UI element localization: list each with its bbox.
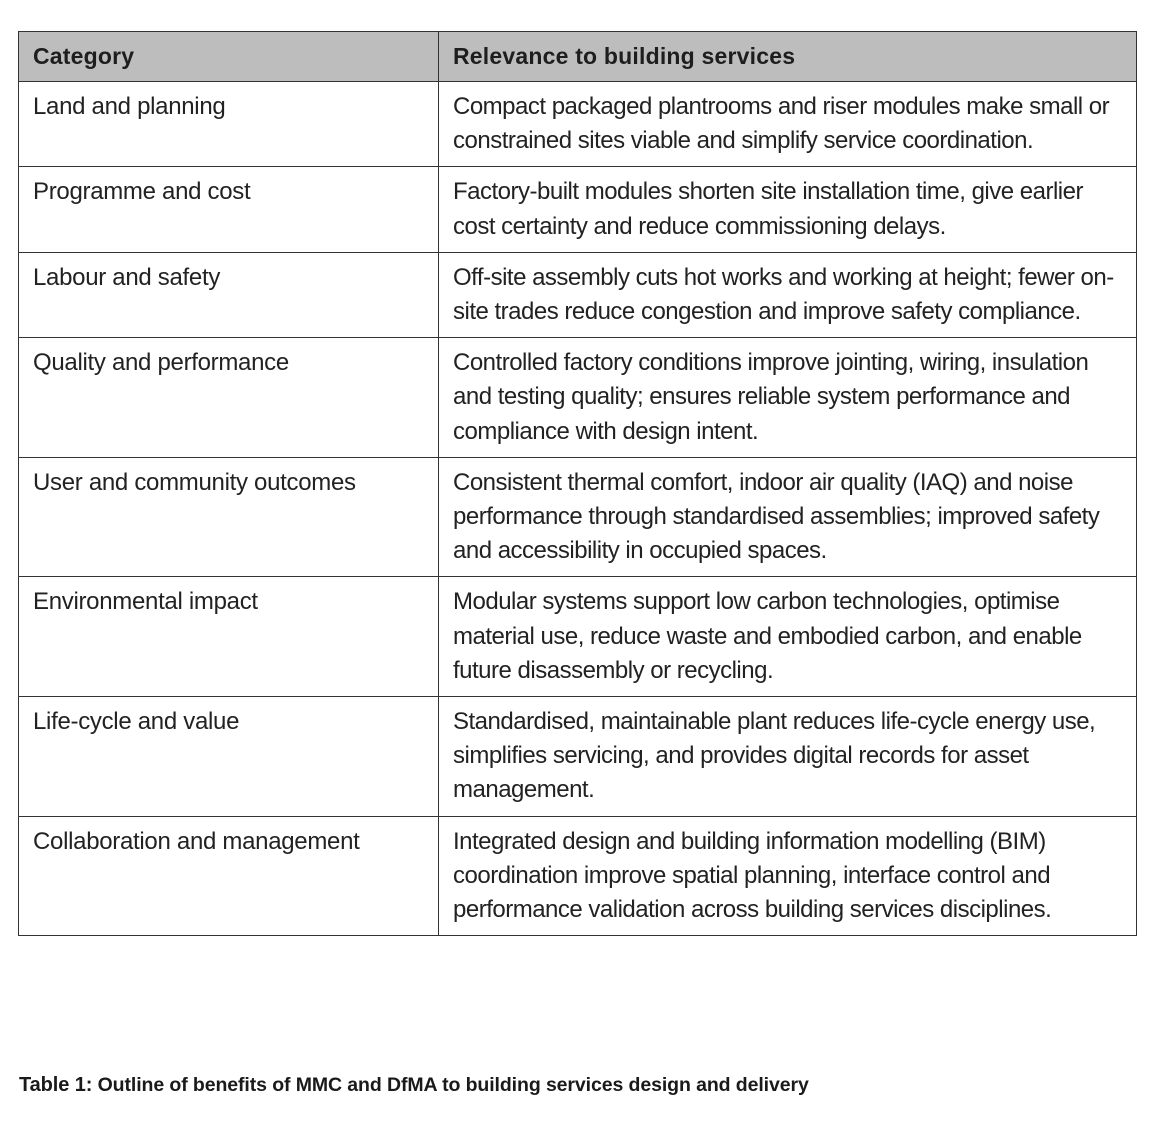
caption-text: Outline of benefits of MMC and DfMA to building services design and delivery <box>92 1074 809 1096</box>
category-cell: Quality and performance <box>19 338 439 458</box>
category-cell: Labour and safety <box>19 252 439 337</box>
category-cell: Life-cycle and value <box>19 697 439 817</box>
relevance-cell: Off-site assembly cuts hot works and working at height; fewer on-site trades reduce congestion and improve safety compliance. <box>439 252 1137 337</box>
category-cell: Land and planning <box>19 82 439 167</box>
category-cell: Collaboration and management <box>19 816 439 936</box>
column-header-category: Category <box>19 32 439 82</box>
table-row <box>19 697 1137 817</box>
category-cell: Environmental impact <box>19 577 439 697</box>
relevance-cell: Standardised, maintainable plant reduces life-cycle energy use, simplifies servicing, and provides digital records for asset management. <box>439 697 1137 817</box>
caption-label: Table 1: <box>19 1074 93 1096</box>
benefits-table <box>18 31 1137 936</box>
relevance-cell: Consistent thermal comfort, indoor air quality (IAQ) and noise performance through standardised assemblies; improved safety and accessibility in occupied spaces. <box>439 457 1137 577</box>
table-row <box>19 82 1137 167</box>
relevance-cell: Integrated design and building information modelling (BIM) coordination improve spatial planning, interface control and performance validation across building services disciplines. <box>439 816 1137 936</box>
category-cell: Programme and cost <box>19 167 439 252</box>
table-row <box>19 457 1137 577</box>
table-row <box>19 577 1137 697</box>
table-header-row <box>19 32 1137 82</box>
table-row <box>19 167 1137 252</box>
column-header-relevance: Relevance to building services <box>439 32 1137 82</box>
category-cell: User and community outcomes <box>19 457 439 577</box>
table-caption <box>19 1074 809 1097</box>
relevance-cell: Factory-built modules shorten site installation time, give earlier cost certainty and reduce commissioning delays. <box>439 167 1137 252</box>
relevance-cell: Controlled factory conditions improve jointing, wiring, insulation and testing quality; ensures reliable system performance and compliance with design intent. <box>439 338 1137 458</box>
table-row <box>19 338 1137 458</box>
table-body <box>19 82 1137 936</box>
table-row <box>19 252 1137 337</box>
benefits-table-container <box>18 31 1136 936</box>
table-row <box>19 816 1137 936</box>
relevance-cell: Modular systems support low carbon technologies, optimise material use, reduce waste and embodied carbon, and enable future disassembly or recycling. <box>439 577 1137 697</box>
relevance-cell: Compact packaged plantrooms and riser modules make small or constrained sites viable and simplify service coordination. <box>439 82 1137 167</box>
